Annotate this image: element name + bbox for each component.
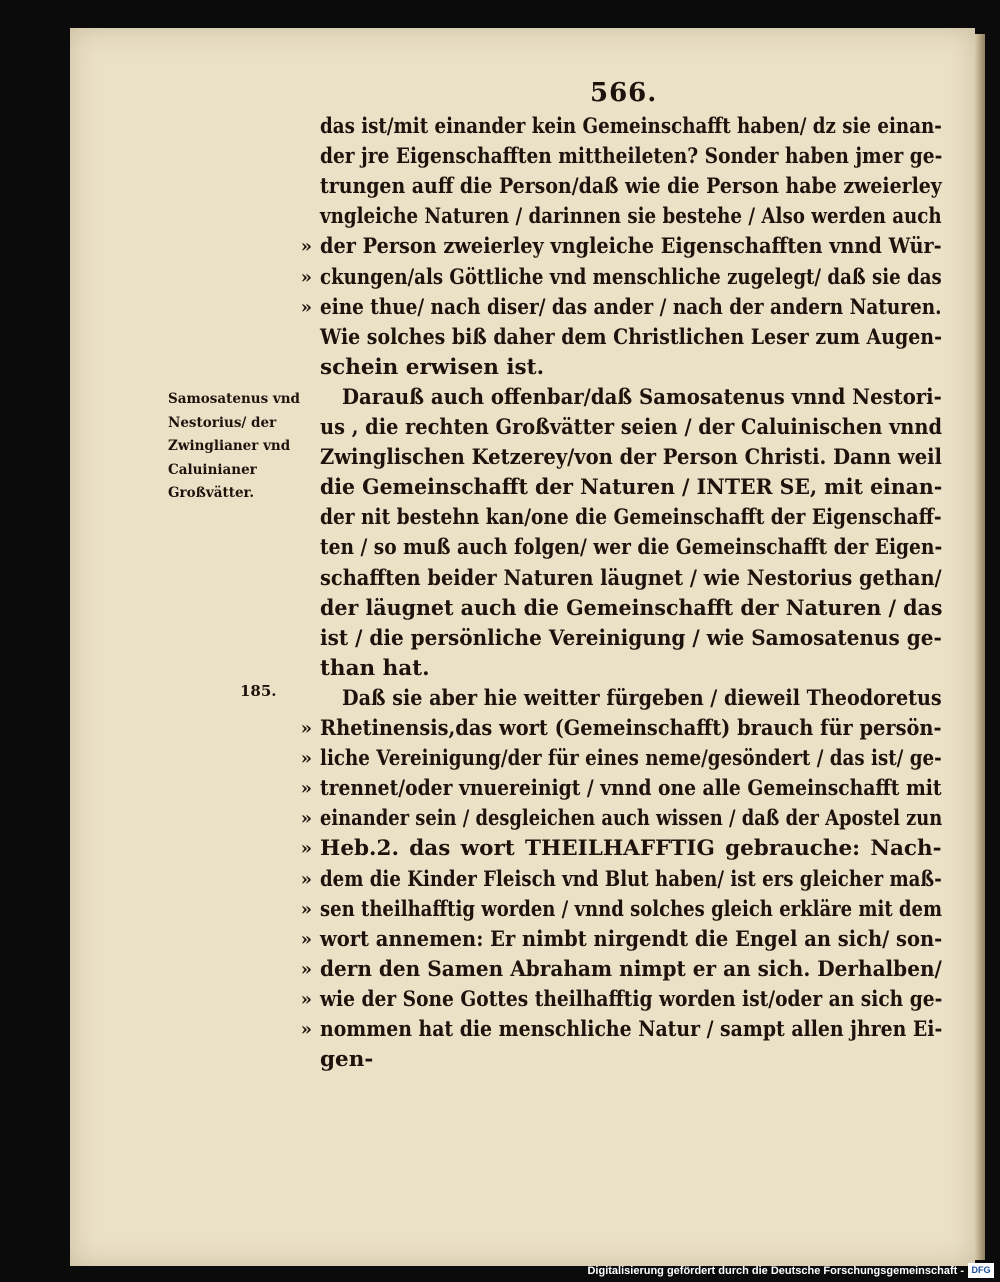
text-line: der Person zweierley vngleiche Eigenschafften vnnd Wür- [320, 234, 942, 260]
text-line: Heb.2. das wort THEILHAFFTIG gebrauche: Nach- [320, 836, 942, 862]
text-line: wie der Sone Gottes theilhafftig worden ist/oder an sich ge- [320, 986, 943, 1012]
text-line: dem die Kinder Fleisch vnd Blut haben/ ist ers gleicher maß- [320, 866, 942, 892]
text-line: than hat. [320, 655, 430, 681]
quote-mark: » [300, 778, 312, 800]
text-line: sen theilhafftig worden / vnnd solches gleich erkläre mit dem [320, 896, 943, 922]
text-line: einander sein / desgleichen auch wissen / daß der Apostel zun [320, 806, 943, 832]
text-line: ckungen/als Göttliche vnd menschliche zugelegt/ daß sie das [320, 264, 942, 290]
text-line: der nit bestehn kan/one die Gemeinschafft der Eigenschaff- [320, 505, 942, 531]
marginal-note-line: Zwinglianer vnd [168, 438, 291, 454]
quote-mark: » [300, 236, 312, 258]
text-line: vngleiche Naturen / darinnen sie bestehe / Also werden auch [320, 204, 942, 230]
text-line: trungen auff die Person/daß wie die Person habe zweierley [320, 174, 942, 200]
text-line: Zwinglischen Ketzerey/von der Person Christi. Dann weil [320, 445, 942, 471]
marginal-note [168, 388, 318, 506]
footer-credit: Digitalisierung gefördert durch die Deutsche Forschungsgemeinschaft - [587, 1264, 964, 1277]
text-line: das ist/mit einander kein Gemeinschafft haben/ dz sie einan- [320, 114, 942, 139]
quote-mark: » [300, 838, 312, 860]
text-line: trennet/oder vnuereinigt / vnnd one alle Gemeinschafft mit [320, 776, 942, 802]
text-line: der jre Eigenschafften mittheileten? Sonder haben jmer ge- [320, 144, 943, 170]
text-line: schafften beider Naturen läugnet / wie Nestorius gethan/ [320, 565, 942, 591]
text-line: wort annemen: Er nimbt nirgendt die Engel an sich/ son- [320, 926, 943, 952]
quote-mark: » [300, 296, 312, 318]
marginal-note-line: Großvätter. [168, 485, 255, 501]
marginal-note-line: Caluinianer [168, 461, 257, 478]
text-line: Rhetinensis,das wort (Gemeinschafft) brauch für persön- [320, 716, 942, 741]
text-line: gen- [320, 1047, 374, 1073]
quote-mark: » [300, 928, 312, 950]
text-line: Wie solches biß daher dem Christlichen Leser zum Augen- [320, 324, 942, 350]
text-line: ten / so muß auch folgen/ wer die Gemeinschafft der Eigen- [320, 535, 943, 561]
text-line: der läugnet auch die Gemeinschafft der Naturen / das [320, 595, 943, 621]
text-line: dern den Samen Abraham nimpt er an sich. Derhalben/ [320, 956, 942, 982]
quote-mark: » [300, 898, 312, 920]
text-line: ist / die persönliche Vereinigung / wie Samosatenus ge- [320, 625, 942, 651]
text-line: die Gemeinschafft der Naturen / INTER SE, mit einan- [320, 475, 943, 501]
text-line: us , die rechten Großvätter seien / der Caluinischen vnnd [320, 415, 942, 440]
page-number: 566. [590, 78, 658, 108]
quote-mark: » [300, 718, 312, 739]
quote-mark: » [300, 266, 312, 288]
text-line: Daß sie aber hie weitter fürgeben / dieweil Theodoretus [342, 685, 942, 711]
page-edge [975, 34, 985, 1260]
quote-mark: » [300, 808, 312, 830]
quote-mark: » [300, 988, 312, 1010]
dfg-logo-icon: DFG [968, 1263, 994, 1278]
text-line: schein erwisen ist. [320, 354, 545, 380]
quote-mark: » [300, 958, 312, 980]
footer-bar [587, 1263, 994, 1278]
marginal-section-number: 185. [240, 682, 277, 700]
quote-mark: » [300, 1019, 312, 1040]
text-line: liche Vereinigung/der für eines neme/gesöndert / das ist/ ge- [320, 746, 942, 772]
marginal-note-line: Nestorius/ der [168, 414, 277, 431]
text-line: nommen hat die menschliche Natur / sampt allen jhren Ei- [320, 1017, 943, 1042]
marginal-note-line: Samosatenus vnd [168, 391, 300, 407]
quote-mark: » [300, 748, 312, 770]
quote-mark: » [300, 868, 312, 890]
text-line: eine thue/ nach diser/ das ander / nach der andern Naturen. [320, 294, 942, 320]
text-line: Darauß auch offenbar/daß Samosatenus vnnd Nestori- [342, 384, 942, 410]
